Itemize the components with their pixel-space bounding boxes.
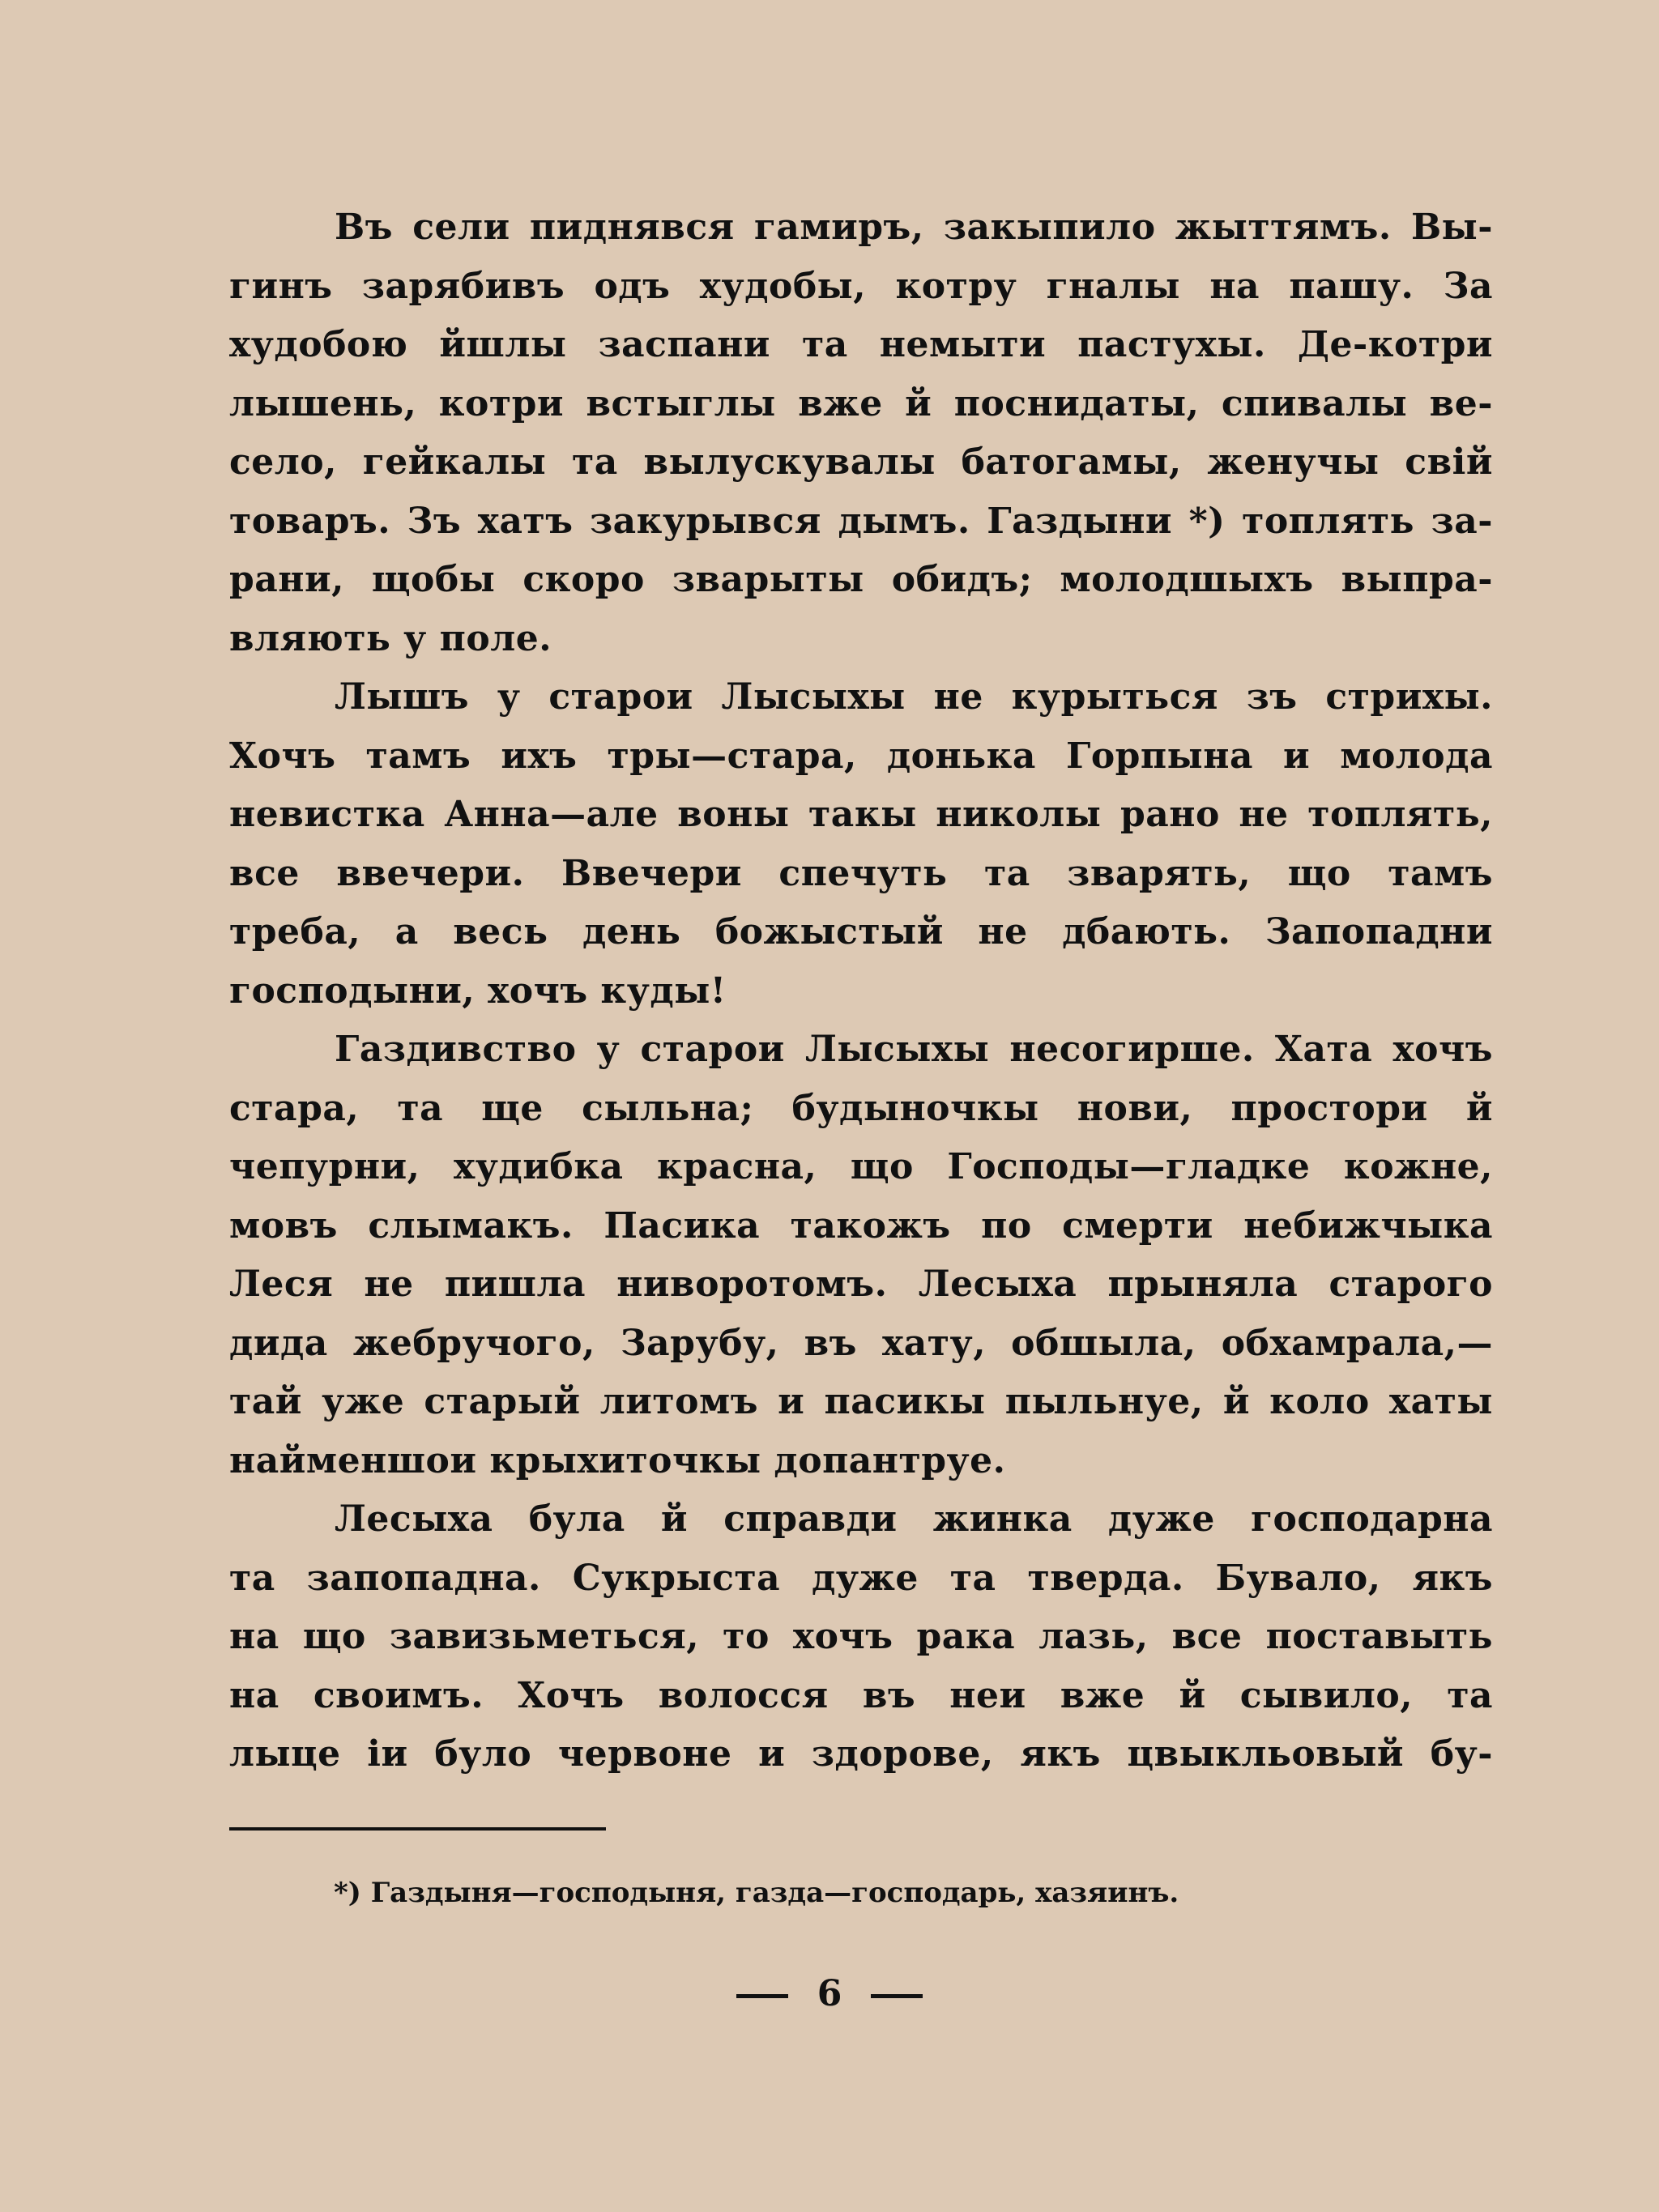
text-line: лышень, котри встыглы вже й поснидаты, спивалы ве- xyxy=(229,382,1493,424)
text-line: стара, та ще сыльна; будыночкы нови, простори й xyxy=(229,1087,1493,1129)
text-line: господыни, хочъ куды! xyxy=(229,970,727,1012)
page-number-dash-right xyxy=(871,1994,923,1998)
text-line: тай уже старый литомъ и пасикы пыльнуе, й коло хаты xyxy=(229,1381,1493,1422)
text-line: чепурни, худибка красна, що Господы—гладке кожне, xyxy=(229,1146,1493,1187)
main-text xyxy=(229,198,1493,1784)
paragraph-1 xyxy=(229,198,1493,668)
text-line: Лышъ у старои Лысыхы не курыться зъ стрихы. xyxy=(335,676,1493,718)
text-line: Хочъ тамъ ихъ тры—стара, донька Горпына и молода xyxy=(229,735,1493,777)
text-line: рани, щобы скоро зварыты обидъ; молодшыхъ выпра- xyxy=(229,559,1493,600)
page-number: 6 xyxy=(817,1973,842,2014)
text-line: вляють у поле. xyxy=(229,617,552,659)
text-line: Въ сели пиднявся гамиръ, закыпило жыттямъ. Вы- xyxy=(335,207,1493,248)
text-line: Газдивство у старои Лысыхы несогирше. Хата хочъ xyxy=(335,1029,1493,1070)
text-line: дида жебручого, Зарубу, въ хату, обшыла, обхамрала,— xyxy=(229,1322,1493,1364)
paragraph-4 xyxy=(229,1490,1493,1784)
text-line: товаръ. Зъ хатъ закурывся дымъ. Газдыни *) топлять за- xyxy=(229,500,1493,542)
paragraph-2 xyxy=(229,668,1493,1021)
text-line: на своимъ. Хочъ волосся въ неи вже й сывило, та xyxy=(229,1674,1493,1716)
text-line: село, гейкалы та вылускувалы батогамы, женучы свій xyxy=(229,441,1493,483)
footnote-divider xyxy=(229,1827,606,1831)
text-line: Лесыха була й справди жинка дуже господарна xyxy=(335,1498,1493,1540)
text-line: все ввечери. Ввечери спечуть та зварять, що тамъ xyxy=(229,852,1493,894)
text-line: лыце іи було червоне и здорове, якъ цвыкльовый бу- xyxy=(229,1733,1493,1775)
paragraph-3 xyxy=(229,1021,1493,1490)
text-line: на що завизьметься, то хочъ рака лазь, все поставыть xyxy=(229,1616,1493,1657)
page-number-footer xyxy=(0,1970,1659,2018)
text-line: худобою йшлы заспани та немыти пастухы. Де-котри xyxy=(229,324,1493,365)
text-line: мовъ слымакъ. Пасика такожъ по смерти небижчыка xyxy=(229,1204,1493,1247)
text-line: невистка Анна—але воны такы николы рано не топлять, xyxy=(229,794,1493,835)
text-line: треба, а весь день божыстый не дбають. Запопадни xyxy=(229,911,1493,953)
text-line: та запопадна. Сукрыста дуже та тверда. Бувало, якъ xyxy=(229,1557,1493,1599)
text-line: Леся не пишла ниворотомъ. Лесыха прыняла старого xyxy=(229,1264,1493,1305)
text-line: найменшои крыхиточкы допантруе. xyxy=(229,1439,1006,1481)
text-line: гинъ зарябивъ одъ худобы, котру гналы на пашу. За xyxy=(229,265,1493,307)
footnote: *) Газдыня—господыня, газда—господарь, хазяинъ. xyxy=(334,1877,1179,1909)
page-number-dash-left xyxy=(736,1994,788,1998)
